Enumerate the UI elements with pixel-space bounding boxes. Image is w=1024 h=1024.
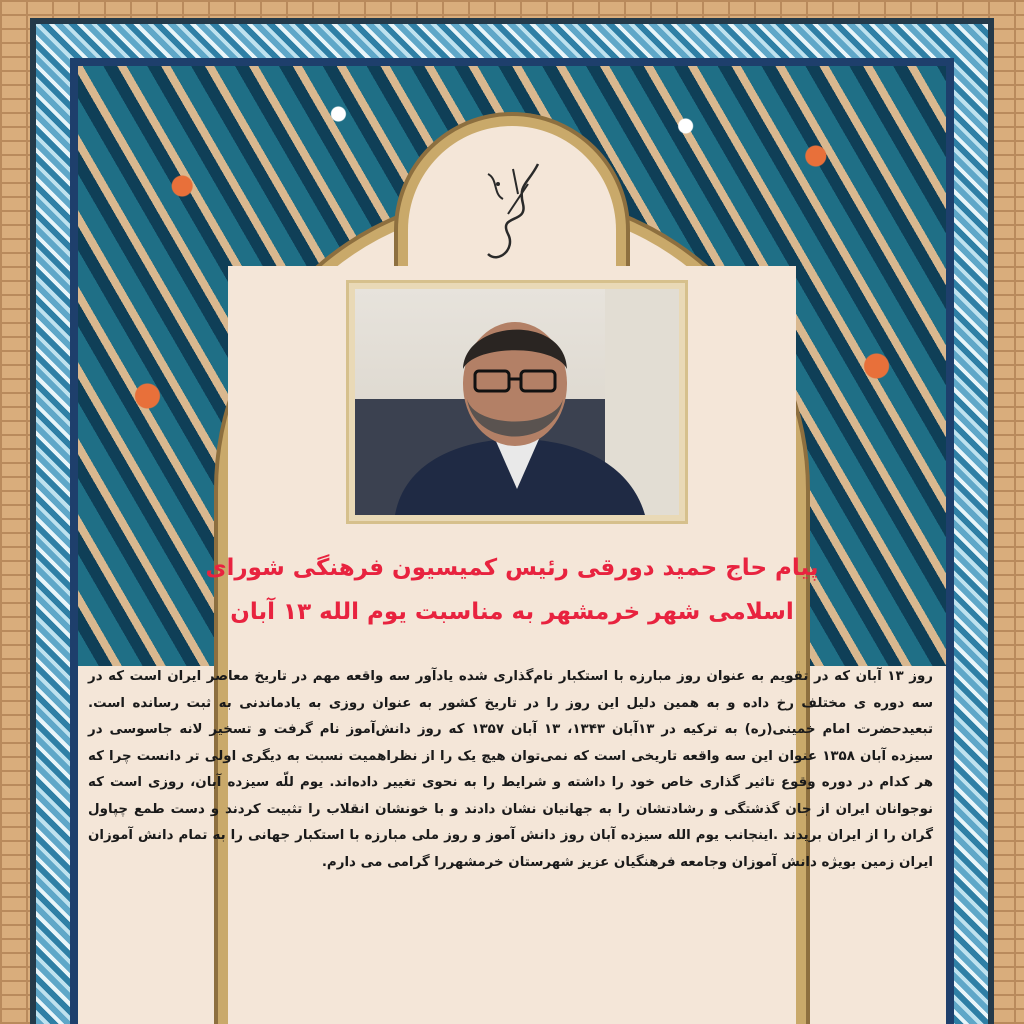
title-line-1: پیام حاج حمید دورقی رئیس کمیسیون فرهنگی شورای bbox=[205, 555, 819, 581]
calligraphy-logo bbox=[468, 154, 558, 274]
message-title bbox=[78, 546, 946, 634]
title-line-2: اسلامی شهر خرمشهر به مناسبت یوم الله ۱۳ آبان bbox=[230, 599, 794, 625]
portrait-frame bbox=[346, 280, 688, 524]
portrait-photo bbox=[355, 289, 679, 515]
message-body: روز ۱۳ آبان که در تقویم به عنوان روز مبارزه با استکبار نام‌گذاری شده یادآور سه واقعه مهم در تاریخ معاصر ایران است که در سه دوره ی مختلف رخ داده و به همین دلیل این روز را در تاریخ کشور به عنوان روزی به یادماندنی به ثبت رسانده است. تبعیدحضرت امام خمینی(ره) به ترکیه در ۱۳آبان ۱۳۴۳، ۱۳ آبان ۱۳۵۷ که روز دانش‌آموز نام گرفت و تسخیر لانه جاسوسی در سیزده آبان ۱۳۵۸ عنوان این سه واقعه تاریخی است که نمی‌توان هیچ یک را از نظراهمیت نسبت به دیگری اولی تر دانست چرا که هر کدام در دوره وقوع تاثیر گذاری خاص خود را داشته و شرایط را به نحوی تغییر داده‌اند. یوم للّه سیزده آبان، روزی است که نوجوانان ایران از جان گذشتگی و رشادتشان را به جهانیان نشان دادند و با خونشان انقلاب را تثبیت کردند و دست طمع چپاول گران را از ایران بریدند .اینجانب یوم الله سیزده آبان روز دانش آموز و روز ملی مبارزه با استکبار جهانی را به تمام دانش آموزان ایران زمین بویژه دانش آموزان وجامعه فرهنگیان عزیز شهرستان خرمشهررا گرامی می دارم. bbox=[88, 669, 934, 870]
content-panel bbox=[78, 66, 946, 1024]
